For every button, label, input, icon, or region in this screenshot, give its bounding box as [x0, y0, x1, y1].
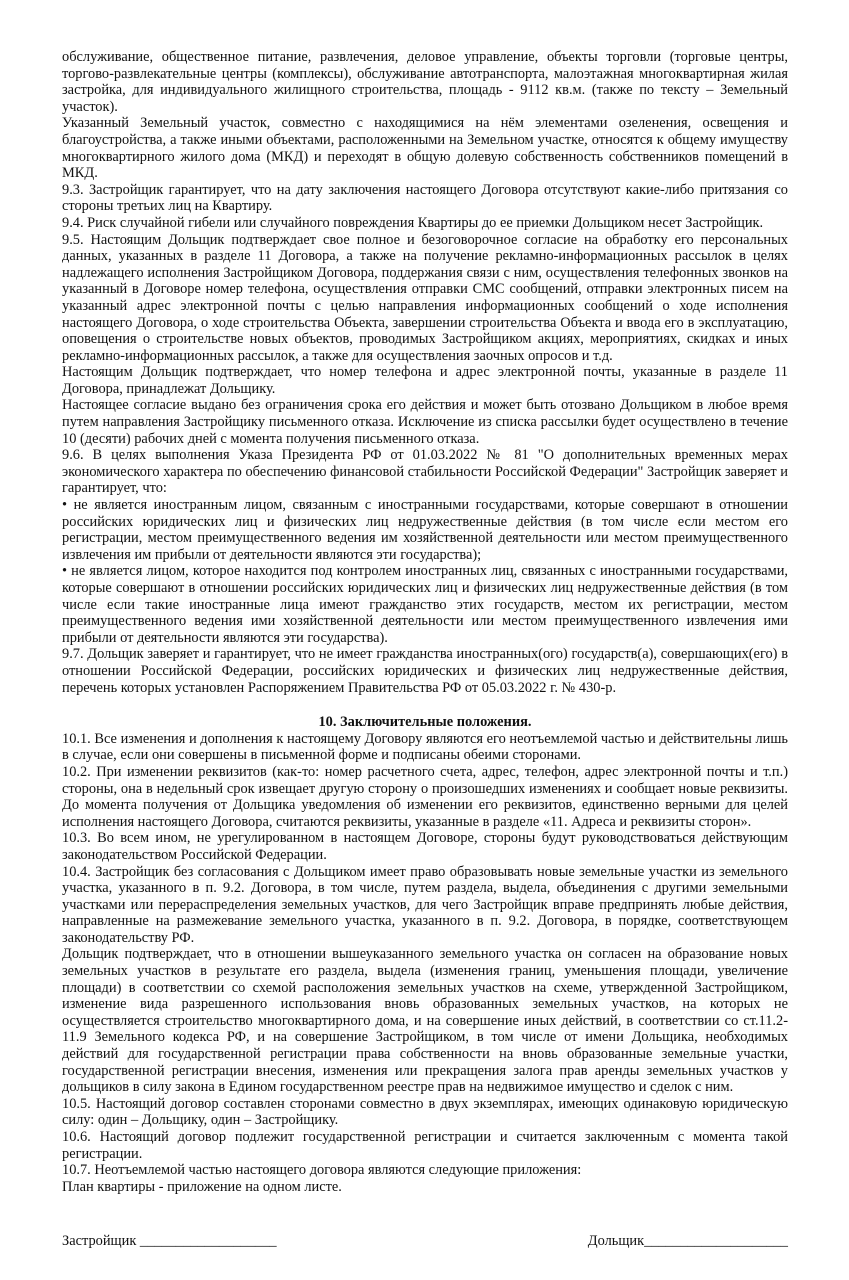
clauses-section-10	[62, 731, 788, 1196]
paragraph: 9.7. Дольщик заверяет и гарантирует, что не имеет гражданства иностранных(ого) государств(а), совершающих(его) в отношении Российской Федерации, российских юридических и физических лиц недружественные действия, перечень которых установлен Распоряжением Правительства РФ от 05.03.2022 г. № 430-р.	[62, 646, 788, 696]
paragraph: Настоящее согласие выдано без ограничения срока его действия и может быть отозвано Дольщиком в любое время путем направления Застройщику письменного отказа. Исключение из списка рассылки будет осуществлено в течение 10 (десяти) рабочих дней с момента получения письменного отказа.	[62, 397, 788, 447]
paragraph: 9.4. Риск случайной гибели или случайного повреждения Квартиры до ее приемки Дольщиком несет Застройщик.	[62, 214, 764, 231]
clauses-section-9	[62, 49, 788, 696]
paragraph: 10.6. Настоящий договор подлежит государственной регистрации и считается заключенным с момента такой регистрации.	[62, 1129, 788, 1162]
paragraph: 10.7. Неотъемлемой частью настоящего договора являются следующие приложения:	[62, 1162, 582, 1179]
section-heading: 10. Заключительные положения.	[318, 714, 532, 731]
paragraph: 10.2. При изменении реквизитов (как-то: номер расчетного счета, адрес, телефон, адрес электронной почты и т.п.) стороны, она в недельный срок извещает другую сторону о произошедших изменениях и сообщает новые реквизиты. До момента получения от Дольщика уведомления об изменении его реквизитов, единственно верными для целей исполнения настоящего Договора, считаются реквизиты, указанные в разделе «11. Адреса и реквизиты сторон».	[62, 763, 788, 830]
paragraph: обслуживание, общественное питание, развлечения, деловое управление, объекты торговли (торговые центры, торгово-развлекательные центры (комплексы), обслуживание автотранспорта, малоэтажная многоквартирная жилая застройка, для индивидуального жилищного строительства, площадь - 9112 кв.м. (также по тексту – Земельный участок).	[62, 49, 788, 115]
paragraph: План квартиры - приложение на одном листе.	[62, 1178, 342, 1195]
paragraph: 9.3. Застройщик гарантирует, что на дату заключения настоящего Договора отсутствуют какие-либо притязания со стороны третьих лиц на Квартиру.	[62, 181, 788, 215]
paragraph: 10.1. Все изменения и дополнения к настоящему Договору являются его неотъемлемой частью и действительны лишь в случае, если они совершены в письменной форме и подписаны обеими сторонами.	[62, 730, 788, 764]
paragraph: • не является лицом, которое находится под контролем иностранных лиц, связанных с иностранными государствами, которые совершают в отношении российских юридических лиц и физических лиц недружественные действия (в том числе если такие иностранные лица имеют гражданство этих государств, местом их регистрации, местом преимущественного ведения ими хозяйственной деятельности или местом преимущественного извлечения ими прибыли от деятельности являются эти государства).	[62, 563, 788, 646]
paragraph: 10.4. Застройщик без согласования с Дольщиком имеет право образовывать новые земельные участки из земельного участка, указанного в п. 9.2. Договора, в том числе, путем раздела, выдела, объединения с другими земельными участками или перераспределения земельных участков, для чего Застройщик вправе предпринять любые действия, направленные на размежевание земельного участка, указанного в п. 9.2. Договора, в порядке, соответствующем законодательству РФ.	[62, 863, 788, 946]
paragraph: Дольщик подтверждает, что в отношении вышеуказанного земельного участка он согласен на образование новых земельных участков в результате его раздела, выдела (изменения границ, уменьшения площади, увеличение площади) в соответствии со схемой расположения земельных участков на схеме, утвержденной Застройщиком, изменение вида разрешенного использования вновь образованных земельных участков, на которых не осуществляется строительство многоквартирного дома, и на совершение иных действий, в соответствии со ст.11.2-11.9 Земельного кодекса РФ, и на совершение Застройщиком, в том числе от имени Дольщика, необходимых действий для государственной регистрации права собственности на вновь образованные земельные участки, государственной регистрации внесения, изменения или прекращения залога прав аренды земельных участков у дольщиков в силу закона в Едином государственном реестре прав на недвижимое имущество и сделок с ним.	[62, 946, 788, 1096]
paragraph: Настоящим Дольщик подтверждает, что номер телефона и адрес электронной почты, указанные в разделе 11 Договора, принадлежат Дольщику.	[62, 364, 788, 397]
paragraph: 10.5. Настоящий договор составлен сторонами совместно в двух экземплярах, имеющих одинаковую юридическую силу: один – Дольщику, один – Застройщику.	[62, 1095, 788, 1129]
paragraph: 10.3. Во всем ином, не урегулированном в настоящем Договоре, стороны будут руководствоваться действующим законодательством Российской Федерации.	[62, 830, 788, 863]
developer-signature-line: Застройщик ___________________	[62, 1233, 277, 1250]
paragraph: Указанный Земельный участок, совместно с находящимися на нём элементами озеленения, освещения и благоустройства, а также иными объектами, расположенными на Земельном участке, относятся к общему имуществу многоквартирного жилого дома (МКД) и переходят в общую долевую собственность собственников помещений в МКД.	[62, 115, 788, 182]
paragraph: 9.6. В целях выполнения Указа Президента РФ от 01.03.2022 № 81 "О дополнительных временных мерах экономического характера по обеспечению финансовой стабильности Российской Федерации" Застройщик заверяет и гарантирует, что:	[62, 447, 788, 497]
shareholder-signature-line: Дольщик____________________	[587, 1233, 788, 1250]
paragraph: 9.5. Настоящим Дольщик подтверждает свое полное и безоговорочное согласие на обработку его персональных данных, указанных в разделе 11 Договора, а также на получение рекламно-информационных рассылок в целях надлежащего исполнения Застройщиком Договора, поддержания связи с ним, осуществления телефонных звонков на указанный в Договоре номер телефона, осуществления отправки СМС сообщений, отправки электронных писем на указанный адрес электронной почты с целью направления информационных сообщений о ходе исполнения настоящего Договора, о ходе строительства Объекта, завершении строительства Объекта и ввода его в эксплуатацию, оповещения о строительстве новых объектов, проводимых Застройщиком акциях, мероприятиях, скидках и иных рекламно-информационных рассылок, а также для осуществления заочных опросов и т.д.	[62, 231, 788, 364]
signature-row	[62, 1233, 788, 1280]
paragraph: • не является иностранным лицом, связанным с иностранными государствами, которые совершают в отношении российских юридических лиц и физических лиц недружественные действия (в том числе если местом его регистрации, местом преимущественного ведения им хозяйственной деятельности или местом преимущественного извлечения им прибыли от деятельности являются эти государства);	[62, 497, 788, 563]
document-page	[62, 0, 788, 1280]
